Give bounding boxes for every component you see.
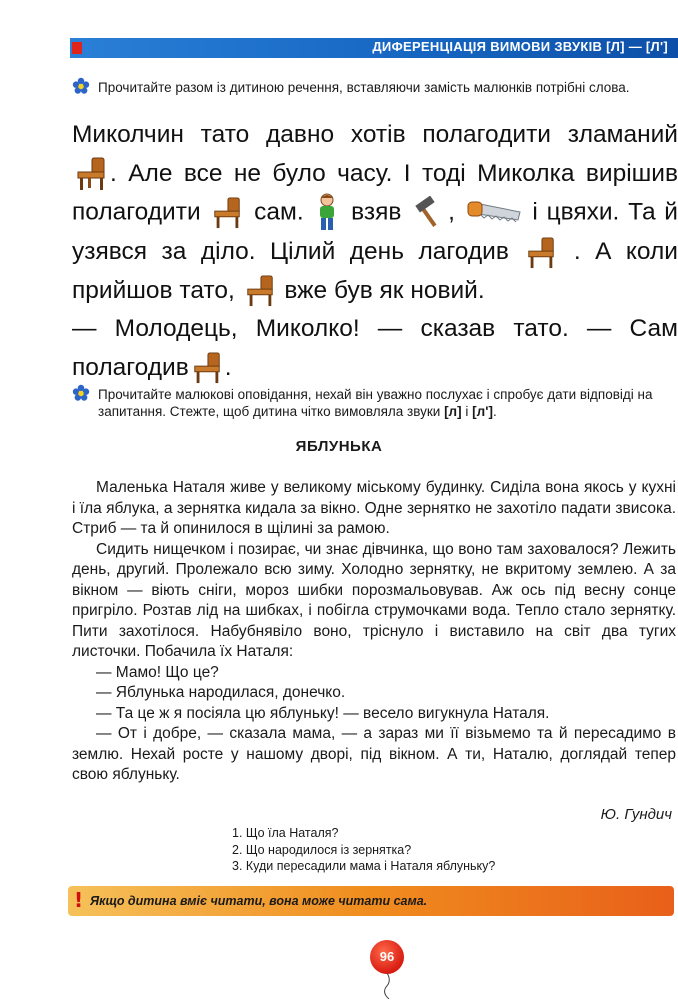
balloon-string-icon: [382, 973, 396, 999]
note-text: Якщо дитина вміє читати, вона може читати сама.: [90, 894, 428, 908]
rebus-word: і цвяхи. Та й: [532, 198, 678, 226]
rebus-line: полагодити: [72, 198, 201, 226]
story-paragraph: — Яблунька народилася, донечко.: [96, 684, 346, 701]
boy-icon: [314, 193, 340, 233]
rebus-word: .: [224, 353, 232, 381]
rebus-line: прийшов тато,: [72, 276, 235, 304]
story-paragraph: — Та це ж я посіяла цю яблуньку! — весело вигукнула Наталя.: [96, 704, 550, 722]
hammer-icon: [412, 196, 446, 230]
story-title: ЯБЛУНЬКА: [295, 438, 383, 455]
chair-icon: [525, 235, 557, 271]
sound-l: [л]: [444, 404, 462, 419]
rebus-line: — Молодець, Миколко! — сказав тато. — Сам: [72, 315, 678, 342]
rebus-line: полагодив: [72, 353, 189, 381]
rebus-text: [72, 116, 678, 387]
instruction-2: [98, 386, 670, 420]
question-item: 2. Що народилося із зернятка?: [232, 842, 412, 857]
rebus-line: Миколчин тато давно хотів полагодити зламаний: [72, 121, 678, 148]
question-item: 3. Куди пересадили мама і Наталя яблуньку?: [232, 859, 496, 873]
flower-bullet-icon: [72, 384, 90, 402]
chair-icon: [211, 195, 243, 231]
rebus-word: . А коли: [573, 238, 678, 265]
flower-bullet-icon: [72, 77, 90, 95]
chair-icon: [244, 273, 276, 309]
question-item: 1. Що їла Наталя?: [232, 826, 339, 840]
rebus-line: . Але все не було часу. І тоді Миколка вирішив: [110, 159, 678, 187]
rebus-word: взяв: [351, 198, 402, 226]
rebus-word: сам.: [254, 198, 304, 226]
story-paragraph: Маленька Наталя живе у великому міському будинку. Сиділа вона якось у кухні і їла яблука, а зернятка кидала за вікно. Одне зернятко не захотіло падати звисока. Стриб — та й опинилося в щілині за рамою.: [72, 479, 676, 537]
chair-icon: [74, 156, 108, 192]
chair-icon: [191, 350, 223, 386]
instruction-2-text: Прочитайте малюкові оповідання, нехай він уважно послухає і спробує дати відповіді на запитання. Стежте, щоб дитина чітко вимовляла звуки: [98, 387, 653, 419]
page-number-badge: [370, 940, 404, 1000]
rebus-word: ,: [448, 198, 455, 226]
instruction-2-and: і: [461, 404, 473, 419]
saw-icon: [466, 198, 522, 228]
questions-list: [232, 825, 495, 875]
rebus-line: узявся за діло. Цілий день лагодив: [72, 238, 509, 265]
page-header-title: ДИФЕРЕНЦІАЦІЯ ВИМОВИ ЗВУКІВ [Л] — [Л']: [372, 39, 668, 54]
story-paragraph: Сидить нищечком і позирає, чи знає дівчинка, що воно там заховалося? Лежить день, другий. Пролежало всю зиму. Холодно зернятку, не вкритому землею. А за вікном — віють сніги, мороз шибки порозмальовував. Аж ось під весну сонце пригріло. Розтав лід на шибках, і побігла струмочками вода. Тепло стало зернятку. Пити захотілося. Набубнявіло воно, тріснуло і виставило на світ два тугих листочки. Побачила їх Наталя:: [72, 540, 676, 660]
exclamation-icon: !: [74, 888, 84, 912]
instruction-2-end: .: [492, 404, 497, 419]
story-paragraph: — От і добре, — сказала мама, — а зараз ми її візьмемо та й пересадимо в землю. Нехай росте у нашому дворі, під вікном. А ти, Наталю, доглядай тепер свою яблуньку.: [72, 725, 676, 783]
rebus-line: вже був як новий.: [284, 276, 485, 304]
story-body: [72, 478, 676, 786]
header-red-marker: [72, 42, 82, 54]
story-paragraph: — Мамо! Що це?: [96, 663, 219, 681]
sound-l-soft: [л']: [472, 404, 493, 419]
page-number: 96: [370, 940, 404, 974]
instruction-1: Прочитайте разом із дитиною речення, вставляючи замість малюнків потрібні слова.: [98, 80, 630, 95]
story-author: Ю. Гундич: [600, 806, 672, 823]
